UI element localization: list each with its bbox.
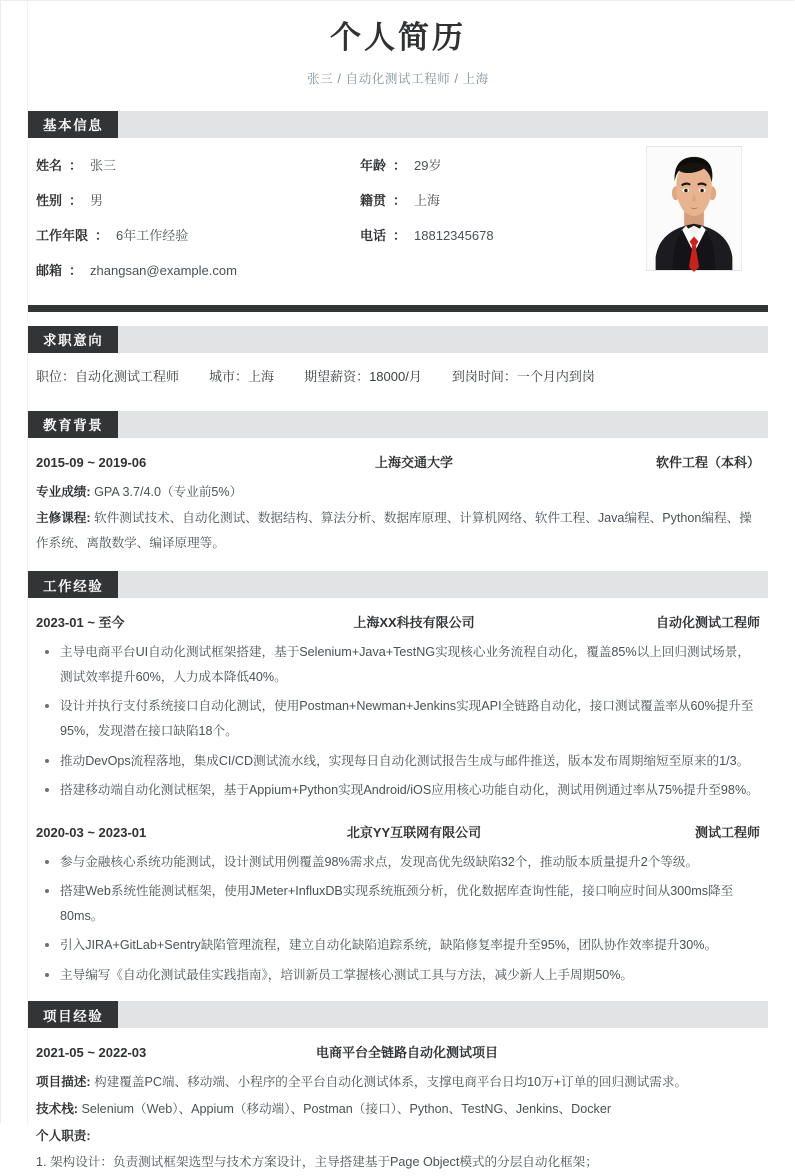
education-courses-value: 软件测试技术、自动化测试、数据结构、算法分析、数据库原理、计算机网络、软件工程、Java编程、Python编程、操作系统、离散数学、编译原理等。 [36,511,752,550]
field-hometown-label: 籍贯 [360,192,387,208]
intent-salary [304,366,422,385]
field-separator: ： [393,192,407,208]
project-desc-value: 构建覆盖PC端、移动端、小程序的全平台自动化测试体系，支撑电商平台日均10万+订单的回归测试需求。 [94,1075,688,1090]
section-title-intent: 求职意向 [28,326,118,353]
work-company: 上海XX科技有限公司 [353,615,475,631]
intent-salary-label: 期望薪资： [304,368,370,384]
field-name-label: 姓名 [36,157,63,173]
education-head [36,438,760,480]
basic-info-row [28,225,648,244]
page-subtitle: 张三 / 自动化测试工程师 / 上海 [307,71,489,86]
project-stack-label: 技术栈 [36,1101,74,1116]
field-gender-label: 性别 [36,192,63,208]
education-date: 2015-09 ~ 2019-06 [36,454,147,470]
list-item: 推动DevOps流程落地，集成CI/CD测试流水线，实现每日自动化测试报告生成与邮件推送，版本发布周期缩短至原来的1/3。 [40,749,760,774]
intent-availability-value: 一个月内到岗 [516,368,595,384]
work-date: 2020-03 ~ 2023-01 [36,824,147,840]
basic-info-row [28,190,648,209]
work-head [36,808,760,850]
field-age-label: 年龄 [360,157,387,173]
work-bullet-list [36,640,760,802]
list-item: 搭建移动端自动化测试框架，基于Appium+Python实现Android/iOS应用核心功能自动化，测试用例通过率从75%提升至98%。 [40,778,760,803]
project-stack-line: 技术栈: Selenium（Web）、Appium（移动端）、Postman（接口）、Python、TestNG、Jenkins、Docker [36,1101,612,1116]
intent-availability [452,366,595,385]
section-header-basic [28,111,768,138]
field-years [28,225,338,244]
field-email-value: zhangsan@example.com [90,262,237,278]
section-title-project: 项目经验 [28,1001,118,1028]
intent-position-value: 自动化测试工程师 [75,368,180,384]
project-name: 电商平台全链路自动化测试项目 [316,1045,499,1061]
list-item: 搭建Web系统性能测试框架，使用JMeter+InfluxDB实现系统瓶颈分析，优化数据库查询性能，接口响应时间从300ms降至80ms。 [40,879,760,928]
education-major: 软件工程（本科） [655,454,760,470]
list-item: 引入JIRA+GitLab+Sentry缺陷管理流程，建立自动化缺陷追踪系统，缺陷修复率提升至95%，团队协作效率提升30%。 [40,933,760,958]
basic-info-grid [28,155,648,279]
list-item: 参与金融核心系统功能测试，设计测试用例覆盖98%需求点，发现高优先级缺陷32个，推动版本质量提升2个等级。 [40,850,760,875]
basic-info-row [28,260,648,279]
page-title: 个人简历 [330,20,466,55]
resume-header [28,1,768,97]
basic-info-row [28,155,648,174]
project-duty-label: 个人职责: [36,1128,91,1143]
work-company: 北京YY互联网有限公司 [346,824,482,840]
project-duty-item: 1. 架构设计：负责测试框架选型与技术方案设计，主导搭建基于Page Object模式的分层自动化框架； [36,1155,598,1170]
section-divider [28,305,768,312]
work-bullet-list [36,850,760,988]
section-header-project [28,1001,768,1028]
resume-content [1,1,795,1176]
project-head [36,1028,760,1070]
field-separator: ： [69,157,83,173]
field-age-value: 29岁 [414,157,442,173]
work-entry [28,598,768,802]
field-separator: ： [393,227,407,243]
work-date: 2023-01 ~ 至今 [36,615,125,631]
field-gender [28,190,338,209]
field-name [28,155,338,174]
field-hometown [338,190,638,209]
list-item: 设计并执行支付系统接口自动化测试，使用Postman+Newman+Jenkins实现API全链路自动化，接口测试覆盖率从60%提升至95%，发现潜在接口缺陷18个。 [40,694,760,743]
intent-availability-label: 到岗时间： [451,368,517,384]
field-separator: ： [69,192,83,208]
project-duty-heading [36,1124,760,1151]
list-item: 主导电商平台UI自动化测试框架搭建，基于Selenium+Java+TestNG实现核心业务流程自动化，覆盖85%以上回归测试场景，测试效率提升60%，人力成本降低40%。 [40,640,760,689]
field-age [338,155,638,174]
field-phone-label: 电话 [360,227,387,243]
section-title-work: 工作经验 [28,571,118,598]
education-gpa-value: GPA 3.7/4.0（专业前5%） [94,484,243,499]
basic-info-block [28,138,768,291]
field-years-value: 6年工作经验 [116,227,189,243]
intent-position-label: 职位： [36,368,76,384]
project-date: 2021-05 ~ 2022-03 [36,1045,147,1061]
field-gender-value: 男 [90,192,104,208]
field-name-value: 张三 [90,157,117,173]
education-courses-line: 主修课程: 软件测试技术、自动化测试、数据结构、算法分析、数据库原理、计算机网络、软件工程、Java编程、Python编程、操作系统、离散数学、编译原理等。 [36,511,752,550]
work-role: 自动化测试工程师 [655,615,760,631]
field-separator: ： [393,157,407,173]
section-header-work [28,571,768,598]
section-header-intent [28,326,768,353]
field-email-label: 邮箱 [36,262,63,278]
intent-city-value: 上海 [248,368,275,384]
job-intent-row [28,353,768,397]
field-hometown-value: 上海 [414,192,441,208]
education-school: 上海交通大学 [374,454,453,470]
field-separator: ： [95,227,109,243]
portrait-photo-icon [647,147,741,270]
field-years-label: 工作年限 [36,227,89,243]
education-gpa-label: 专业成绩 [36,484,87,499]
intent-city [209,366,274,385]
work-entry [28,808,768,988]
field-phone [338,225,638,244]
section-header-education [28,411,768,438]
intent-position [36,366,179,385]
field-separator: ： [69,262,83,278]
project-desc-line: 项目描述: 构建覆盖PC端、移动端、小程序的全平台自动化测试体系，支撑电商平台日均10万+订单的回归测试需求。 [36,1075,688,1090]
field-email [28,260,338,279]
education-courses-label: 主修课程 [36,511,87,526]
avatar [646,146,742,271]
work-role: 测试工程师 [694,824,760,840]
education-gpa-line: 专业成绩: GPA 3.7/4.0（专业前5%） [36,484,243,499]
intent-salary-value: 18000/月 [369,368,422,384]
intent-city-label: 城市： [209,368,249,384]
project-desc-label: 项目描述 [36,1075,87,1090]
work-head [36,598,760,640]
field-phone-value: 18812345678 [414,227,494,243]
section-title-education: 教育背景 [28,411,118,438]
education-entry [28,438,768,558]
list-item: 主导编写《自动化测试最佳实践指南》，培训新员工掌握核心测试工具与方法，减少新人上手周期50%。 [40,963,760,988]
section-title-basic: 基本信息 [28,111,118,138]
project-stack-value: Selenium（Web）、Appium（移动端）、Postman（接口）、Python、TestNG、Jenkins、Docker [81,1101,612,1116]
project-entry [28,1028,768,1175]
